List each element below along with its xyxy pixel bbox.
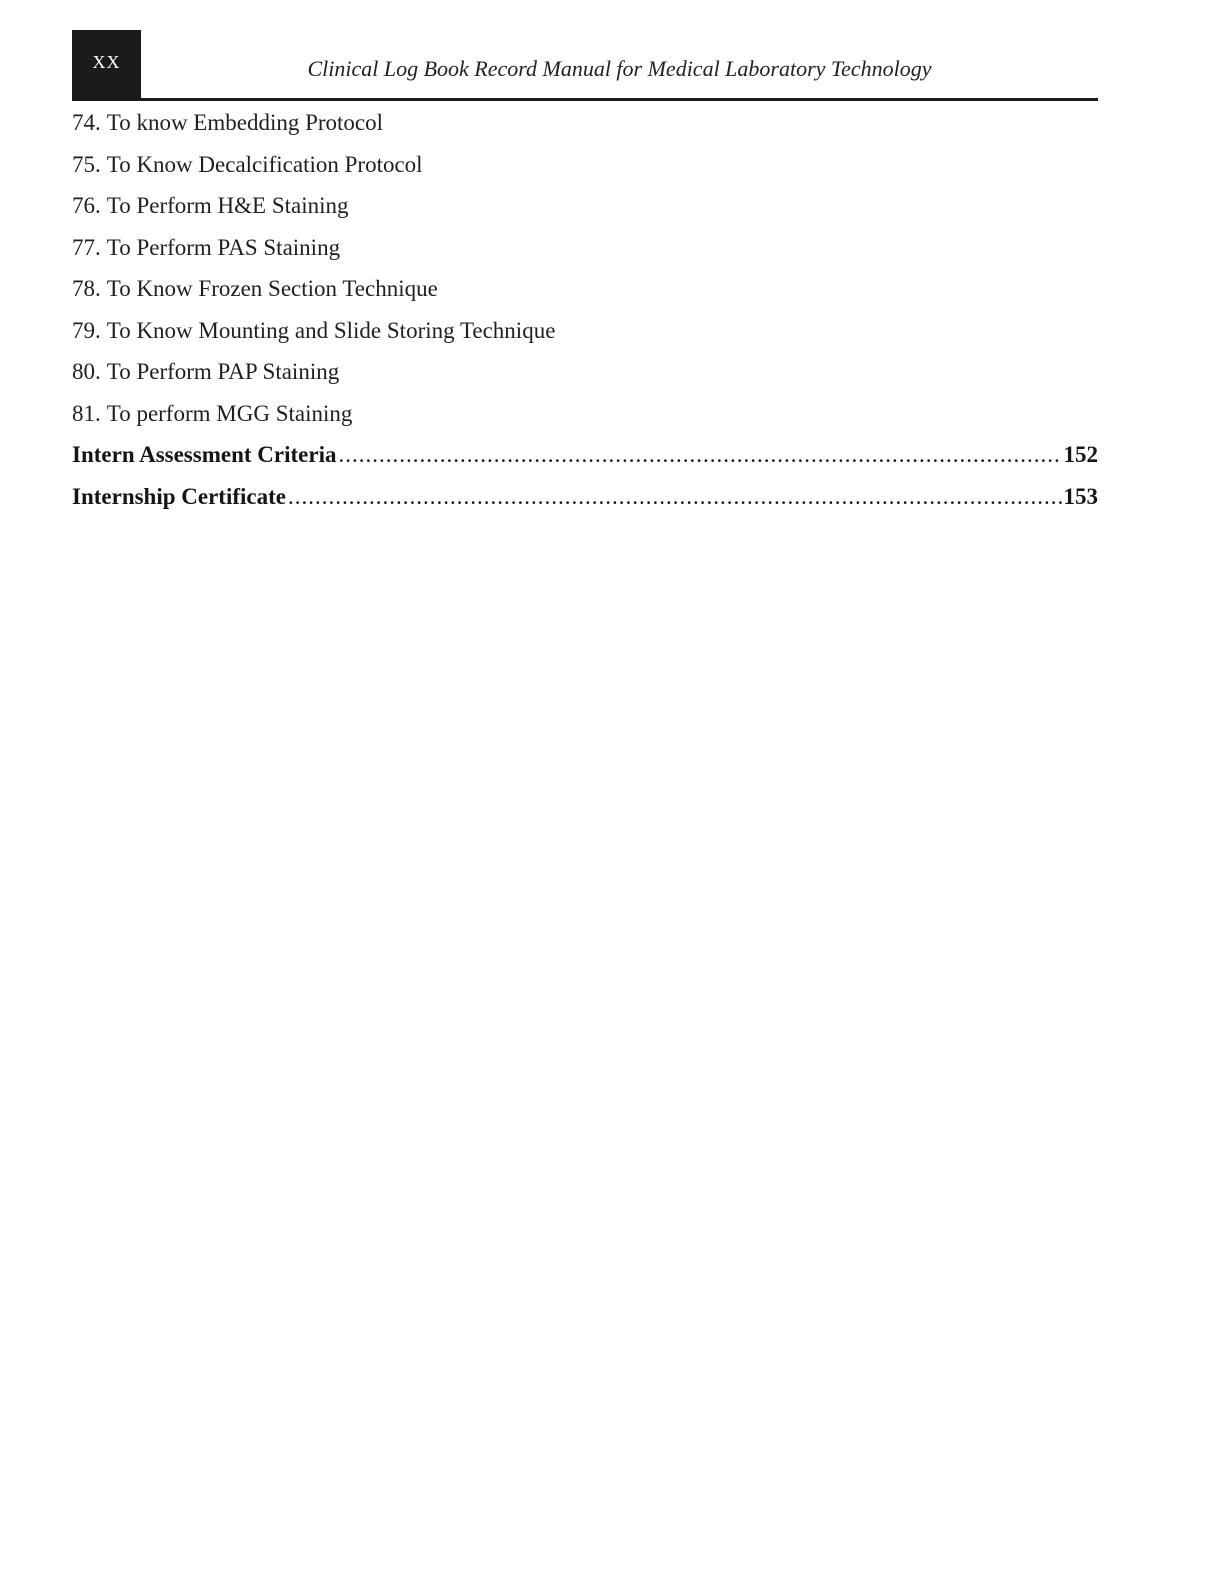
toc-item-number: 78. [72,276,101,301]
toc-item-number: 81. [72,400,101,426]
toc-item-text: To Know Mounting and Slide Storing Technique [106,317,556,343]
dot-leader [338,439,1061,471]
toc-section-page: 153 [1063,483,1098,509]
toc-item-text: To Know Frozen Section Technique [106,276,438,301]
toc-section-title: Internship Certificate [72,483,286,509]
toc-item-text: To Perform PAP Staining [106,359,340,384]
toc-section-page: 152 [1063,442,1098,467]
toc-item [72,232,1098,274]
toc-item-number: 77. [72,234,101,260]
page-number: XX [92,52,121,72]
page-number-box [72,30,141,100]
toc-item [72,398,1098,440]
dot-leader [288,481,1062,513]
toc-item-text: To Perform H&E Staining [106,193,349,218]
toc-section-intern-assessment-criteria [72,439,1098,481]
toc-item-number: 74. [72,110,101,135]
toc-item [72,273,1098,315]
toc-item [72,190,1098,232]
toc-section-internship-certificate [72,481,1098,523]
toc-section-title: Intern Assessment Criteria [72,442,337,467]
toc-item-text: To Perform PAS Staining [106,234,341,260]
toc-item [72,315,1098,357]
toc-item-number: 79. [72,317,101,343]
table-of-contents [72,107,1098,522]
toc-item-text: To know Embedding Protocol [106,110,384,135]
header-divider [72,98,1098,101]
toc-item-number: 75. [72,151,101,177]
toc-item-number: 76. [72,193,101,218]
toc-item [72,149,1098,191]
running-title: Clinical Log Book Record Manual for Medical Laboratory Technology [307,56,932,81]
toc-item-text: To perform MGG Staining [106,400,353,426]
toc-item-text: To Know Decalcification Protocol [106,151,423,177]
toc-item [72,356,1098,398]
toc-item [72,107,1098,149]
toc-item-number: 80. [72,359,101,384]
